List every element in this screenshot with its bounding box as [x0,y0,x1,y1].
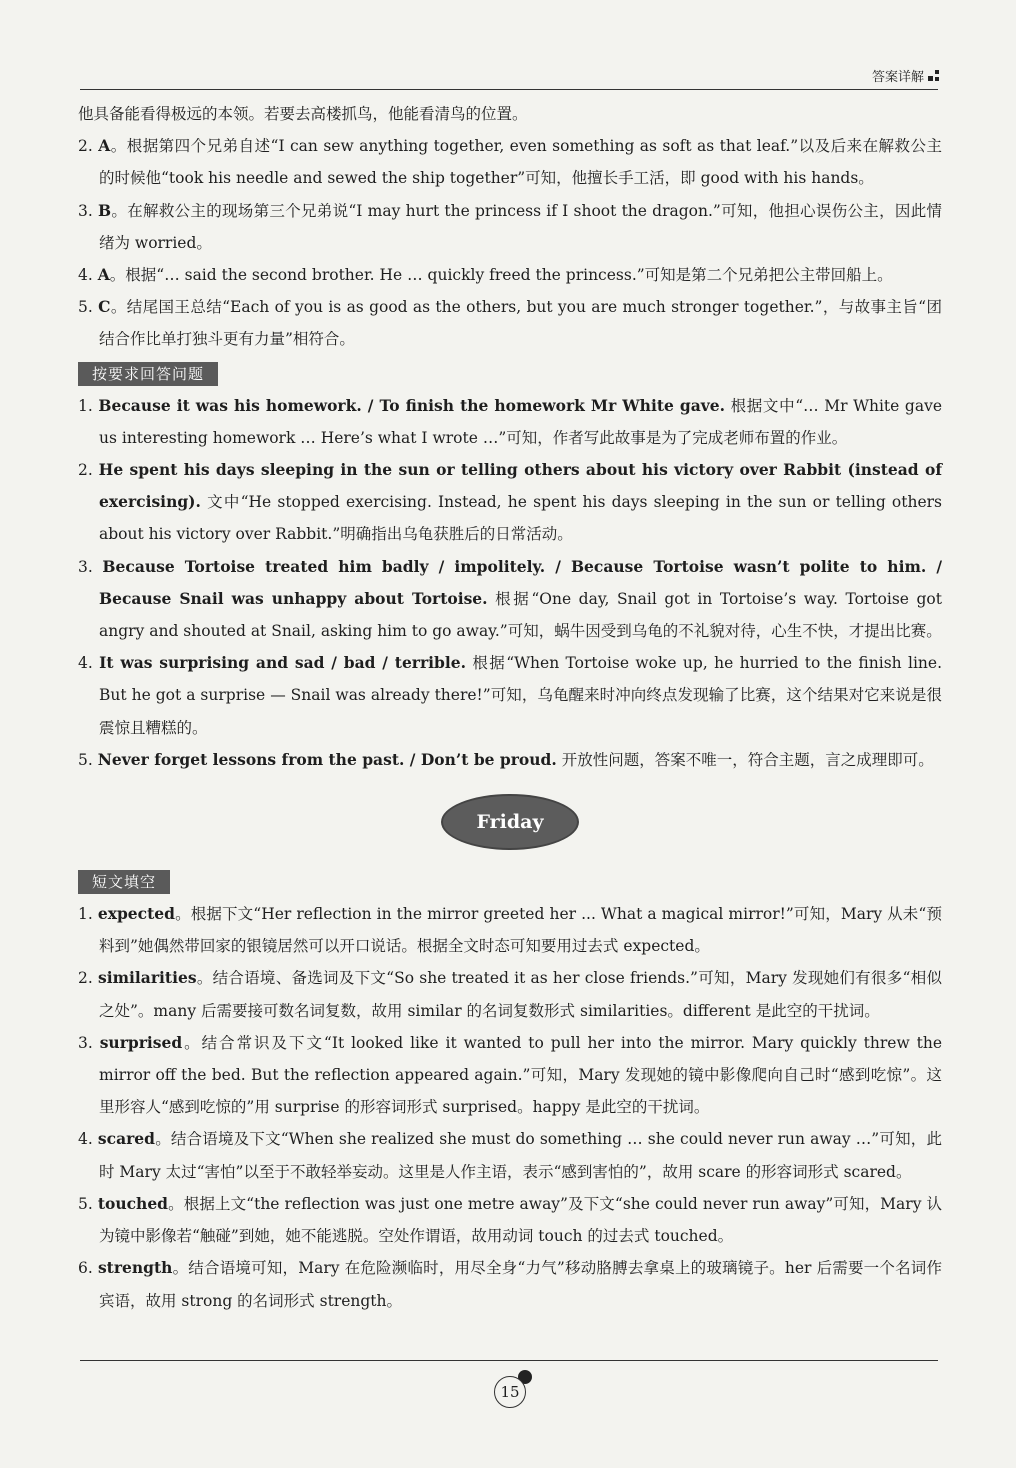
answer-item: 2. A。根据第四个兄弟自述“I can sew anything together, even something as soft as that leaf.”以及后来在解救公主的时候他“took his needle and sewed the ship together”可知，他擅长手工活，即 good with his hands。 [78,136,942,188]
intro-continuation: 他具备能看得极远的本领。若要去高楼抓鸟，他能看清鸟的位置。 [78,105,528,123]
part3-list [78,898,942,1317]
answer-key: Because Tortoise treated him badly / impolitely. / Because Tortoise wasn’t polite to him. / Because Snail was unhappy about Tortoise. [99,556,942,608]
answer-item: 4. A。根据“… said the second brother. He … quickly freed the princess.”可知是第二个兄弟把公主带回船上。 [78,265,893,285]
answer-key: He spent his days sleeping in the sun or telling others about his victory over Rabbit (instead of exercising). [98,460,942,512]
answer-item: 1. Because it was his homework. / To finish the homework Mr White gave. 根据文中“… Mr White gave us interesting homework … Here’s what I wrote …”可知，作者写此故事是为了完成老师布置的作业。 [78,395,943,447]
answer-item: 3. Because Tortoise treated him badly / impolitely. / Because Tortoise wasn’t polite to him. / Because Snail was unhappy about Tortoise. 根据“One day, Snail got in Tortoise’s way. Tortoise got angry and shouted at Snail, asking him to go away.”可知，蜗牛因受到乌龟的不礼貌对待，心生不快，才提出比赛。 [78,556,942,641]
part1-list [78,130,942,355]
answer-key: expected [97,904,175,924]
answer-item: 3. surprised。结合常识及下文“It looked like it wanted to pull her into the mirror. Mary quickly threw the mirror off the bed. But the reflection appeared again.”可知，Mary 发现她的镜中影像爬向自己时“感到吃惊”。这里形容人“感到吃惊的”用 surprise 的形容词形式 surprised。happy 是此空的干扰词。 [78,1032,942,1117]
header-dots-icon [928,68,944,84]
answer-item: 6. strength。结合语境可知，Mary 在危险濒临时，用尽全身“力气”移动胳膊去拿桌上的玻璃镜子。her 后需要一个名词作宾语，故用 strong 的名词形式 strength。 [78,1258,942,1310]
answer-key: C [98,297,111,317]
footer-rule [80,1360,938,1361]
answer-key: It was surprising and sad / bad / terrible. [99,653,467,673]
answer-item: 5. touched。根据上文“the reflection was just one metre away”及下文“she could never run away”可知，Mary 认为镜中影像若“触碰”到她，她不能逃脱。空处作谓语，故用动词 touch 的过去式 touched。 [78,1193,942,1246]
answer-item: 5. C。结尾国王总结“Each of you is as good as the others, but you are much stronger together.”，与故事主旨“团结合作比单打独斗更有力量”相符合。 [78,297,942,349]
part2-list [78,390,942,776]
answer-key: A [98,136,111,156]
answer-key: A [97,265,110,285]
answer-content [78,98,942,1317]
section-heading-wrap [78,356,942,390]
answer-item: 3. B。在解救公主的现场第三个兄弟说“I may hurt the princess if I shoot the dragon.”可知，他担心误伤公主，因此情绪为 worried。 [78,200,942,252]
answer-key: surprised [99,1032,183,1052]
answer-item: 4. It was surprising and sad / bad / terrible. 根据“When Tortoise woke up, he hurried to the finish line. But he got a surprise — Snail was already there!”可知，乌龟醒来时冲向终点发现输了比赛，这个结果对它来说是很震惊且糟糕的。 [78,653,942,737]
answer-key: Never forget lessons from the past. / Don’t be proud. [97,749,557,769]
answer-key: Because it was his homework. / To finish the homework Mr White gave. [98,395,726,415]
header-title: 答案详解 [871,70,924,85]
answer-item: 4. scared。结合语境及下文“When she realized she must do something … she could never run away …”可知，此时 Mary 太过“害怕”以至于不敢轻举妄动。这里是人作主语，表示“感到害怕的”，故用 scare 的形容词形式 scared。 [78,1129,942,1181]
answer-item: 2. similarities。结合语境、备选词及下文“So she treated it as her close friends.”可知，Mary 发现她们有很多“相似之处”。many 后需要接可数名词复数，故用 similar 的名词复数形式 similarities。different 是此空的干扰词。 [78,968,942,1020]
answer-key: similarities [98,968,197,988]
answer-key: strength [97,1258,173,1278]
section-heading: 短文填空 [78,870,170,894]
header-rule [80,89,938,90]
answer-item: 1. expected。根据下文“Her reflection in the mirror greeted her ... What a magical mirror!”可知，Mary 从未“预料到”她偶然带回家的银镜居然可以开口说话。根据全文时态可知要用过去式 expected。 [78,904,942,956]
day-label: Friday [441,794,579,850]
section-heading: 按要求回答问题 [78,362,218,386]
answer-key: touched [97,1193,169,1213]
page-number: 15 [494,1376,526,1408]
answer-key: scared [97,1129,155,1149]
page-header [80,62,938,90]
day-banner [78,776,942,864]
section-heading-wrap [78,864,942,898]
answer-key: B [98,200,112,220]
answer-item: 2. He spent his days sleeping in the sun or telling others about his victory over Rabbit (instead of exercising). 文中“He stopped exercising. Instead, he spent his days sleeping in the sun or telling others about his victory over Rabbit.”明确指出乌龟获胜后的日常活动。 [78,460,942,544]
answer-item: 5. Never forget lessons from the past. / Don’t be proud. 开放性问题，答案不唯一，符合主题，言之成理即可。 [78,749,934,769]
